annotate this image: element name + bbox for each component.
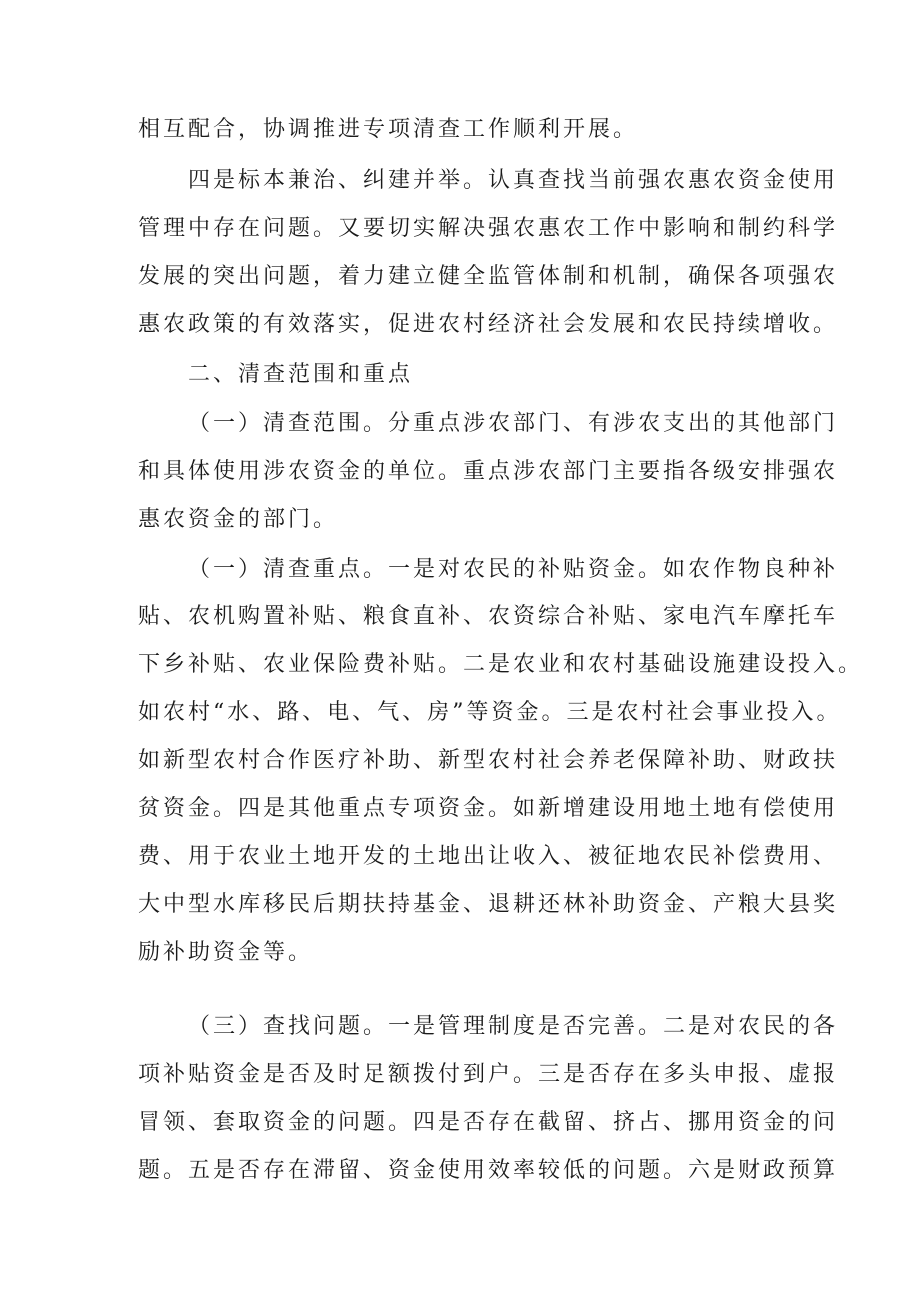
text-line: （一）清查范围。分重点涉农部门、有涉农支出的其他部门 [188, 411, 839, 436]
text-line: 题。五是否存在滞留、资金使用效率较低的问题。六是财政预算 [138, 1158, 839, 1183]
text-line: 惠农资金的部门。 [138, 507, 339, 532]
text-line: 发展的突出问题，着力建立健全监管体制和机制，确保各项强农 [138, 264, 839, 289]
text-line: （一）清查重点。一是对农民的补贴资金。如农作物良种补 [188, 557, 839, 582]
text-line: （三）查找问题。一是管理制度是否完善。二是对农民的各 [188, 1014, 839, 1039]
text-line: 和具体使用涉农资金的单位。重点涉农部门主要指各级安排强农 [138, 459, 839, 484]
text-line: 下乡补贴、农业保险费补贴。二是农业和农村基础设施建设投入。 [138, 652, 864, 677]
text-line: 四是标本兼治、纠建并举。认真查找当前强农惠农资金使用 [188, 168, 839, 193]
text-line: 管理中存在问题。又要切实解决强农惠农工作中影响和制约科学 [138, 216, 839, 241]
text-line: 贴、农机购置补贴、粮食直补、农资综合补贴、家电汽车摩托车 [138, 604, 839, 629]
text-line: 冒领、套取资金的问题。四是否存在截留、挤占、挪用资金的问 [138, 1110, 839, 1135]
text-line: 如农村“水、路、电、气、房”等资金。三是农村社会事业投入。 [138, 700, 842, 725]
text-line: 大中型水库移民后期扶持基金、退耕还林补助资金、产粮大县奖 [138, 892, 839, 917]
text-line: 励补助资金等。 [138, 940, 314, 965]
section-heading: 二、清查范围和重点 [188, 362, 414, 387]
text-line: 项补贴资金是否及时足额拨付到户。三是否存在多头申报、虚报 [138, 1062, 839, 1087]
text-line: 相互配合，协调推进专项清查工作顺利开展。 [138, 117, 639, 142]
text-line: 费、用于农业土地开发的土地出让收入、被征地农民补偿费用、 [138, 844, 839, 869]
text-line: 贫资金。四是其他重点专项资金。如新增建设用地土地有偿使用 [138, 796, 839, 821]
text-line: 惠农政策的有效落实，促进农村经济社会发展和农民持续增收。 [138, 312, 839, 337]
text-line: 如新型农村合作医疗补助、新型农村社会养老保障补助、财政扶 [138, 748, 839, 773]
